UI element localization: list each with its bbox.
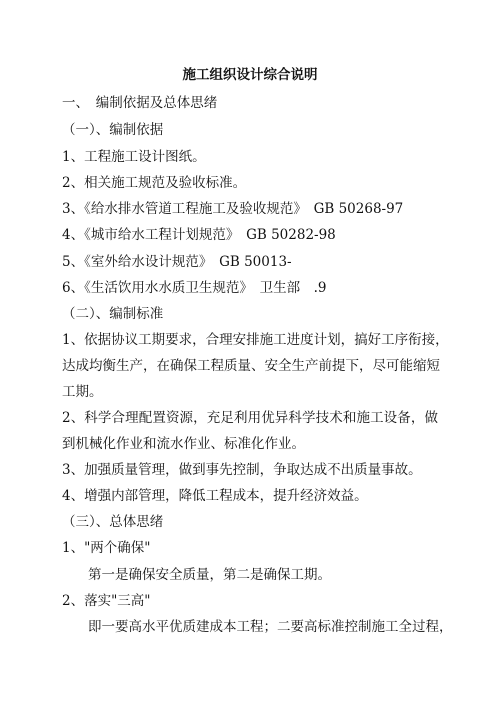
paragraph-line: 第一是确保安全质量，第二是确保工期。	[88, 567, 331, 583]
list-item: 2、落实"三高"	[62, 593, 151, 609]
paragraph-line: 3、加强质量管理，做到事先控制，争取达成不出质量事故。	[62, 462, 422, 478]
section-heading: 一、 编制依据及总体思绪	[62, 95, 218, 111]
paragraph-line: 1、依据协议工期要求，合理安排施工进度计划，搞好工序衔接，	[62, 332, 449, 348]
document-title: 施工组织设计综合说明	[182, 67, 318, 83]
paragraph-line: 2、科学合理配置资源，充足利用优异科学技术和施工设备，做	[62, 410, 438, 426]
list-item: 2、相关施工规范及验收标准。	[62, 175, 247, 191]
list-item: 6、《生活饮用水水质卫生规范》 卫生部 .9	[62, 280, 327, 296]
list-item: 3、《给水排水管道工程施工及验收规范》 GB 50268-97	[62, 201, 404, 217]
list-item: 1、"两个确保"	[62, 540, 151, 556]
paragraph-line: 到机械化作业和流水作业、标准化作业。	[62, 436, 305, 452]
subsection-heading: （三）、总体思绪	[62, 514, 164, 530]
paragraph-line: 4、增强内部管理，降低工程成本，提升经济效益。	[62, 488, 368, 504]
list-item: 5、《室外给水设计规范》 GB 50013-	[62, 254, 292, 270]
subsection-heading: （二）、编制标准	[62, 306, 164, 322]
list-item: 4、《城市给水工程计划规范》 GB 50282-98	[62, 227, 336, 243]
paragraph-line: 工期。	[62, 384, 103, 400]
list-item: 1、工程施工设计图纸。	[62, 149, 206, 165]
paragraph-line: 即一要高水平优质建成本工程；二要高标准控制施工全过程，	[88, 619, 453, 635]
subsection-heading: （一）、编制依据	[62, 122, 164, 138]
paragraph-line: 达成均衡生产，在确保工程质量、安全生产前提下，尽可能缩短	[62, 358, 440, 374]
